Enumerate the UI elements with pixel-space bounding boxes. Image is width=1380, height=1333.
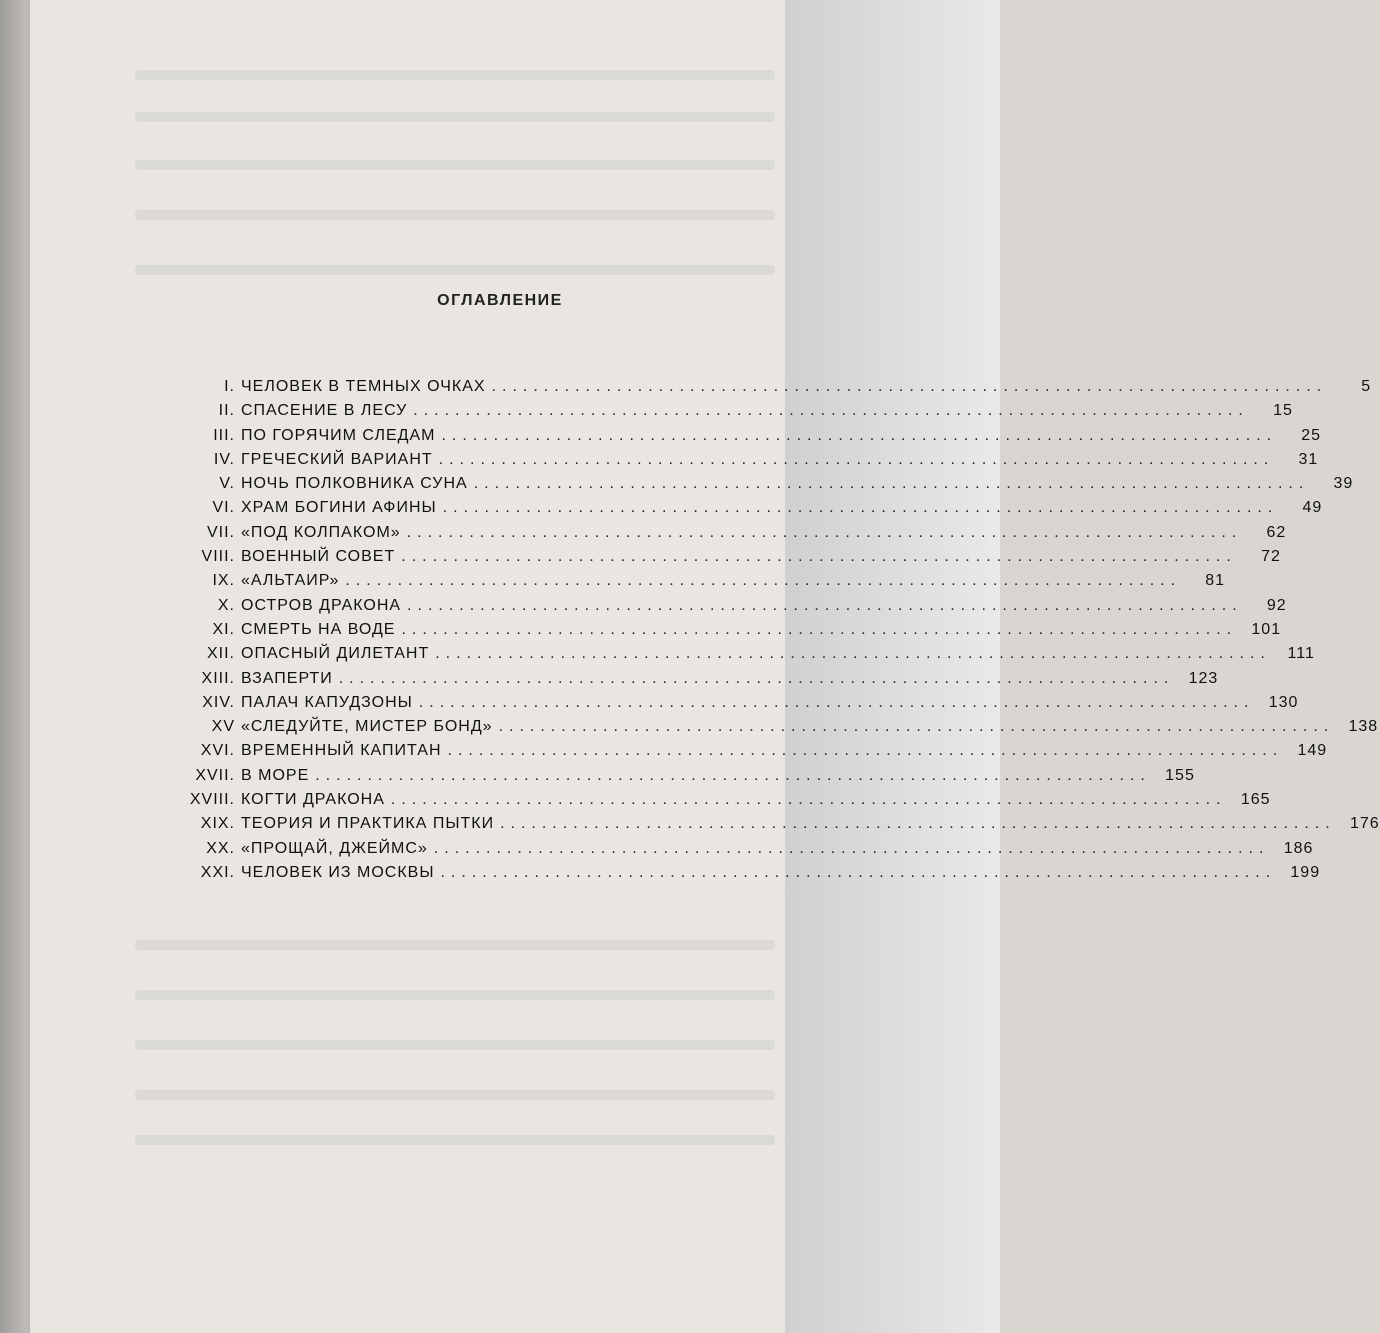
toc-entry-number: XI. [212, 620, 235, 638]
toc-entry [165, 839, 1314, 864]
toc-entry-number: XIX. [200, 815, 235, 833]
toc-entry-page: 92 [1266, 596, 1287, 614]
toc-entry-number: XX. [206, 839, 235, 857]
background-surface [785, 0, 1000, 1333]
toc-entry-page: 49 [1302, 499, 1323, 517]
toc-entry [165, 548, 1281, 572]
toc-heading: ОГЛАВЛЕНИЕ [437, 292, 563, 309]
toc-entry-page: 25 [1301, 426, 1322, 444]
toc-entry [165, 718, 1379, 742]
toc-leader-dots: ................................................................................ [433, 839, 1270, 857]
toc-entry-number: VIII. [201, 548, 235, 566]
toc-leader-dots: ................................................................................ [407, 596, 1243, 614]
toc-entry-title: НОЧЬ ПОЛКОВНИКА СУНА [241, 475, 468, 493]
bleed-through-line [135, 70, 775, 80]
toc-entry-page: 111 [1287, 645, 1315, 663]
toc-entry-page: 149 [1297, 742, 1328, 760]
bleed-through-line [135, 160, 775, 170]
toc-entry [165, 523, 1287, 548]
toc-entry-page: 138 [1348, 718, 1379, 736]
toc-entry-number: III. [213, 426, 235, 444]
toc-entry-page: 39 [1333, 475, 1354, 493]
toc-entry-title: ОСТРОВ ДРАКОНА [241, 596, 402, 614]
bleed-through-line [135, 265, 775, 275]
toc-entry-number: XXI. [200, 863, 235, 881]
toc-entry-title: ВОЕННЫЙ СОВЕТ [241, 548, 396, 566]
bleed-through-line [135, 210, 775, 220]
toc-leader-dots: ................................................................................ [406, 523, 1243, 541]
toc-leader-dots: ................................................................................ [498, 718, 1335, 736]
toc-entry [165, 645, 1315, 669]
toc-entry-page: 165 [1240, 791, 1271, 809]
toc-entry-title: ПО ГОРЯЧИМ СЛЕДАМ [241, 426, 436, 444]
toc-leader-dots: ................................................................................ [315, 766, 1151, 784]
toc-entry [165, 402, 1293, 426]
toc-entry [165, 791, 1271, 815]
bleed-through-line [135, 112, 775, 122]
toc-entry-title: ОПАСНЫЙ ДИЛЕТАНТ [241, 645, 430, 663]
toc-entry [165, 450, 1319, 475]
toc-leader-dots: ................................................................................ [442, 499, 1279, 517]
toc-entry-title: КОГТИ ДРАКОНА [241, 791, 385, 809]
toc-entry [165, 378, 1372, 402]
toc-entry-number: XVII. [195, 766, 235, 784]
toc-entry-title: ГРЕЧЕСКИЙ ВАРИАНТ [241, 450, 433, 468]
toc-entry-page: 15 [1273, 402, 1293, 420]
toc-entry-number: I. [224, 378, 235, 395]
toc-leader-dots: ................................................................................ [491, 378, 1328, 395]
toc-entry [165, 426, 1322, 451]
toc-leader-dots: ................................................................................ [447, 742, 1284, 760]
toc-leader-dots: ................................................................................ [413, 402, 1249, 420]
toc-entry-page: 81 [1205, 572, 1226, 590]
toc-entry [165, 596, 1287, 621]
toc-entry [165, 620, 1282, 645]
toc-leader-dots: ................................................................................ [338, 669, 1175, 687]
toc-entry-number: II. [218, 402, 235, 420]
bleed-through-line [135, 990, 775, 1000]
toc-entry-page: 5 [1361, 378, 1372, 395]
toc-entry-number: IX. [212, 572, 235, 590]
toc-leader-dots: ................................................................................ [440, 863, 1277, 881]
toc-entry [165, 815, 1380, 839]
toc-leader-dots: ................................................................................ [401, 620, 1238, 638]
toc-entry [165, 863, 1321, 888]
toc-entry [165, 475, 1354, 499]
toc-entry [165, 766, 1195, 791]
toc-entry-title: В МОРЕ [241, 766, 310, 784]
toc-list [165, 378, 1380, 888]
toc-entry-title: СМЕРТЬ НА ВОДЕ [241, 620, 396, 638]
toc-leader-dots: ................................................................................ [441, 426, 1278, 444]
toc-entry-number: X. [217, 596, 235, 614]
toc-entry-title: ЧЕЛОВЕК ИЗ МОСКВЫ [241, 863, 435, 881]
toc-entry-number: XVIII. [189, 791, 235, 809]
toc-entry-number: V. [219, 475, 235, 493]
toc-entry-number: IV. [213, 450, 235, 468]
toc-entry-title: «АЛЬТАИР» [241, 572, 340, 590]
toc-leader-dots: ................................................................................ [418, 693, 1255, 711]
toc-entry-number: VII. [206, 523, 235, 541]
toc-entry-title: ПАЛАЧ КАПУДЗОНЫ [241, 693, 413, 711]
bleed-through-line [135, 940, 775, 950]
toc-entry-page: 62 [1266, 523, 1287, 541]
toc-entry-page: 123 [1188, 669, 1219, 687]
toc-entry-number: XV [211, 718, 235, 736]
toc-entry-number: XVI. [200, 742, 235, 760]
toc-entry [165, 742, 1328, 766]
toc-entry-page: 130 [1268, 693, 1299, 711]
toc-entry-title: ХРАМ БОГИНИ АФИНЫ [241, 499, 437, 517]
toc-entry-number: XII. [206, 645, 235, 663]
toc-entry-page: 176 [1350, 815, 1380, 833]
toc-entry-title: СПАСЕНИЕ В ЛЕСУ [241, 402, 408, 420]
toc-leader-dots: ................................................................................ [500, 815, 1336, 833]
toc-entry-number: XIII. [201, 669, 235, 687]
toc-entry-page: 72 [1261, 548, 1281, 566]
toc-leader-dots: ................................................................................ [345, 572, 1182, 590]
toc-leader-dots: ................................................................................ [473, 475, 1310, 493]
toc-leader-dots: ................................................................................ [390, 791, 1227, 809]
toc-entry-title: ТЕОРИЯ И ПРАКТИКА ПЫТКИ [241, 815, 495, 833]
bleed-through-line [135, 1135, 775, 1145]
toc-entry-title: ВЗАПЕРТИ [241, 669, 333, 687]
toc-leader-dots: ................................................................................ [401, 548, 1237, 566]
toc-entry-page: 155 [1165, 766, 1195, 784]
toc-entry-page: 186 [1283, 839, 1314, 857]
toc-entry-title: «ПОД КОЛПАКОМ» [241, 523, 401, 541]
bleed-through-line [135, 1040, 775, 1050]
toc-leader-dots: ................................................................................ [435, 645, 1271, 663]
toc-leader-dots: ................................................................................ [438, 450, 1275, 468]
toc-entry-page: 199 [1290, 863, 1321, 881]
toc-entry [165, 499, 1323, 523]
toc-entry-page: 31 [1298, 450, 1319, 468]
toc-entry [165, 693, 1299, 718]
toc-entry-number: XIV. [202, 693, 235, 711]
toc-entry [165, 669, 1219, 694]
toc-entry [165, 572, 1226, 596]
toc-entry-number: VI. [212, 499, 235, 517]
toc-entry-title: ВРЕМЕННЫЙ КАПИТАН [241, 742, 442, 760]
toc-entry-title: ЧЕЛОВЕК В ТЕМНЫХ ОЧКАХ [241, 378, 486, 395]
toc-entry-title: «ПРОЩАЙ, ДЖЕЙМС» [241, 839, 428, 857]
toc-entry-page: 101 [1251, 620, 1282, 638]
bleed-through-line [135, 1090, 775, 1100]
toc-entry-title: «СЛЕДУЙТЕ, МИСТЕР БОНД» [241, 718, 493, 736]
